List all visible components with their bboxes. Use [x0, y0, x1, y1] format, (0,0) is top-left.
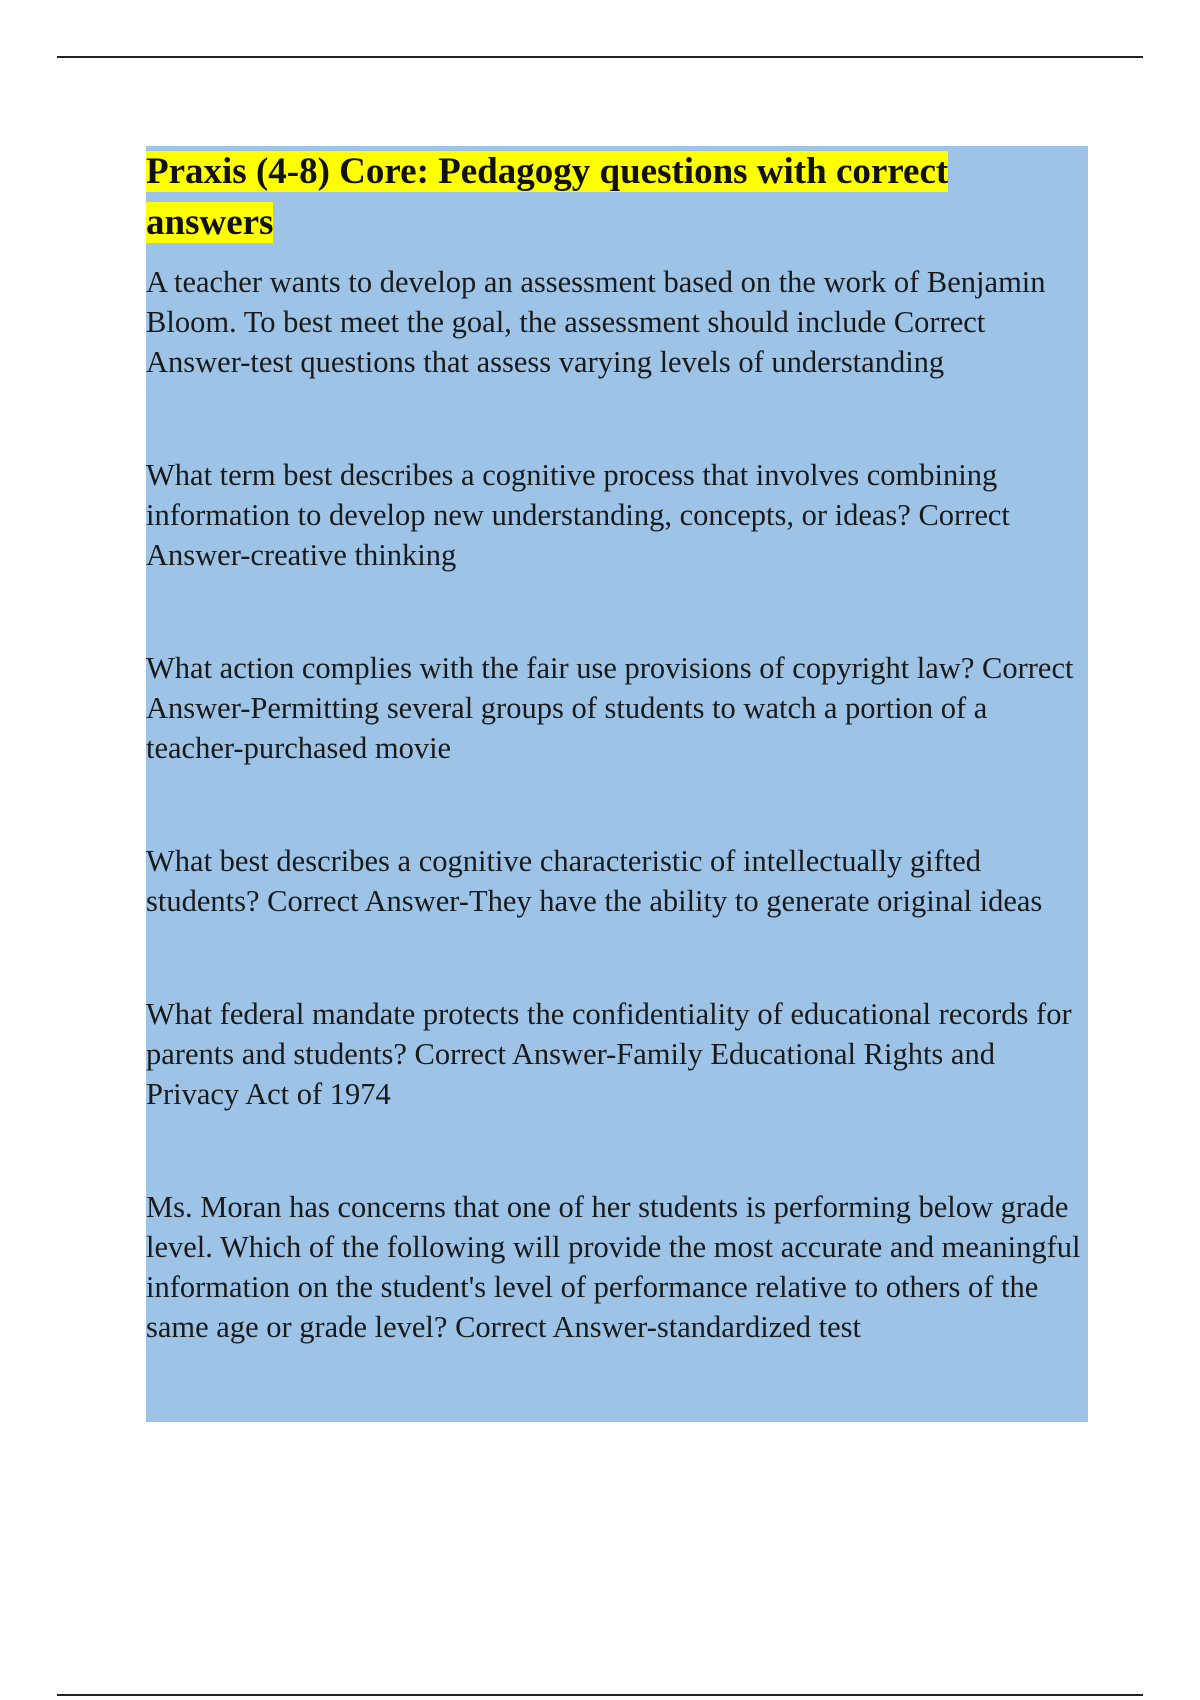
question-item: What term best describes a cognitive process that involves combining information to develop new understanding, concepts, or ideas? Correct Answer-creative thinking [146, 458, 1010, 572]
question-item: What federal mandate protects the confidentiality of educational records for parents and students? Correct Answer-Family Educational Rights and Privacy Act of 1974 [146, 997, 1072, 1111]
document-title [146, 146, 1026, 248]
question-item: A teacher wants to develop an assessment based on the work of Benjamin Bloom. To best meet the goal, the assessment should include Correct Answer-test questions that assess varying levels of understanding [146, 265, 1046, 379]
footer-rule [57, 1694, 1143, 1696]
question-item: Ms. Moran has concerns that one of her students is performing below grade level. Which of the following will provide the most accurate and meaningful information on the student's level of performance relative to others of the same age or grade level? Correct Answer-standardized test [146, 1190, 1081, 1344]
question-item: What action complies with the fair use provisions of copyright law? Correct Answer-Permitting several groups of students to watch a portion of a teacher-purchased movie [146, 651, 1074, 765]
header-rule [57, 56, 1143, 58]
document-content [146, 146, 1088, 1422]
question-list [146, 262, 1088, 1347]
question-item: What best describes a cognitive characteristic of intellectually gifted students? Correct Answer-They have the ability to generate original ideas [146, 844, 1043, 918]
document-title-text: Praxis (4-8) Core: Pedagogy questions with correct answers [146, 151, 949, 243]
